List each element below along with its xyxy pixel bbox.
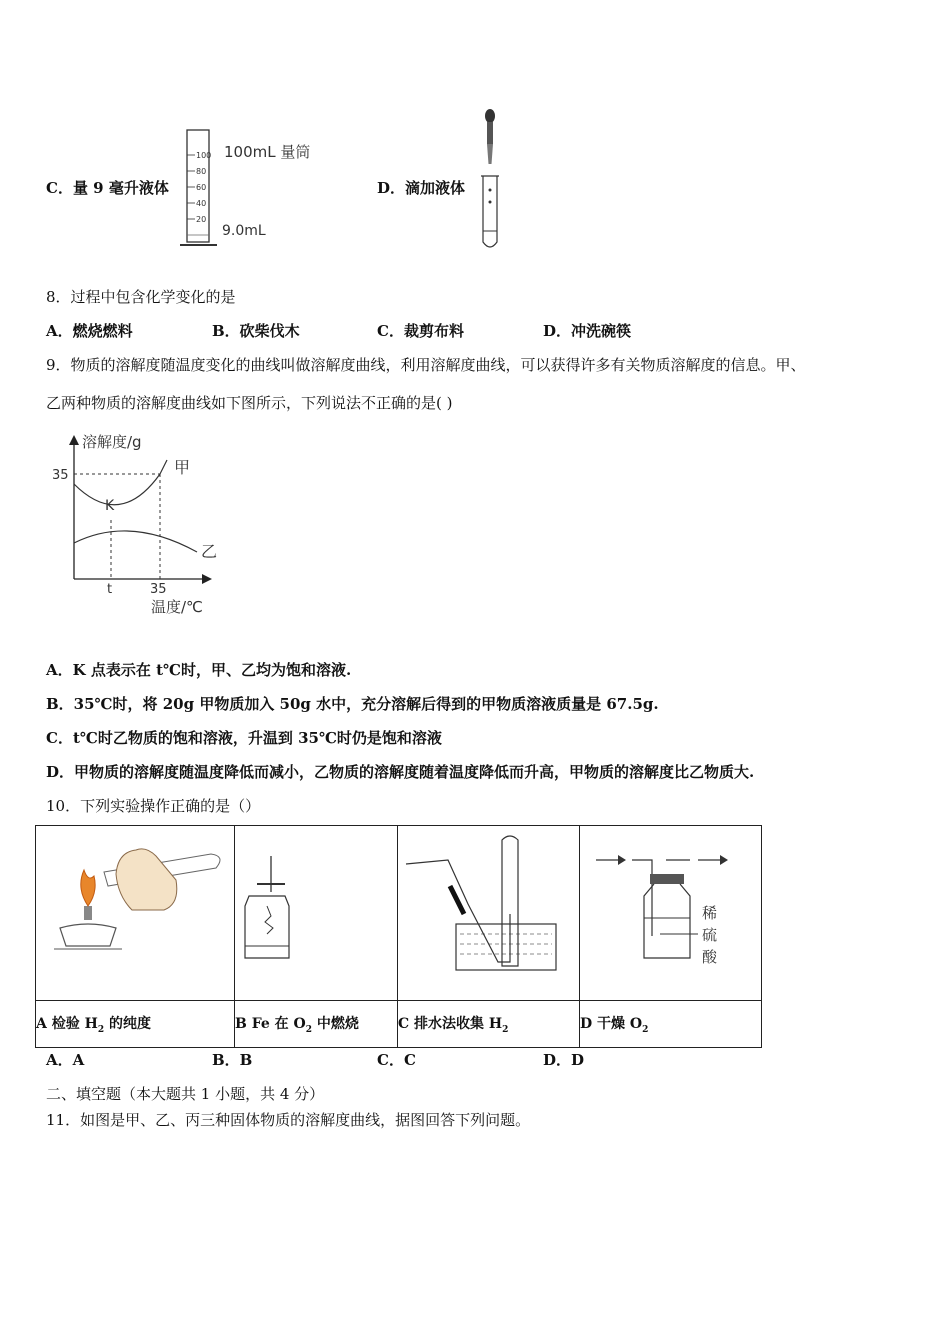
graduated-cylinder-figure <box>175 125 325 250</box>
exp-c-caption: C 排水法收集 $H_2$ <box>398 1001 580 1048</box>
cylinder-tick-100: 100 <box>196 151 212 160</box>
q9-stem-line1: 9．物质的溶解度随温度变化的曲线叫做溶解度曲线，利用溶解度曲线，可以获得许多有关物质溶解度的信息。甲、 <box>46 356 806 374</box>
y-axis-arrow <box>69 435 79 445</box>
x-axis-label: 温度/℃ <box>151 598 203 616</box>
curve-jia <box>74 460 167 505</box>
dropper-test-tube-figure <box>470 106 510 252</box>
curve-jia-label: 甲 <box>174 458 191 477</box>
q9-option-b: B．35℃时，将 20g 甲物质加入 50g 水中，充分溶解后得到的甲物质溶液质量是 67.5g. <box>46 695 659 713</box>
water-displacement-figure <box>398 826 579 996</box>
solubility-curve-chart <box>40 425 230 620</box>
exp-a-image-cell <box>36 826 235 1001</box>
exp-d-image-cell <box>580 826 762 1001</box>
q9-option-a: A．K 点表示在 t℃时，甲、乙均为饱和溶液. <box>46 661 352 679</box>
acid-label-3: 酸 <box>702 948 718 966</box>
q10-option-a: A．A <box>46 1051 85 1069</box>
iron-burning-oxygen-figure <box>235 826 397 996</box>
curve-yi-label: 乙 <box>201 542 218 561</box>
q7-option-d-label: D．滴加液体 <box>377 179 466 197</box>
q10-stem: 10．下列实验操作正确的是（） <box>46 797 261 815</box>
cylinder-tick-60: 60 <box>196 183 207 192</box>
acid-label-1: 稀 <box>702 904 718 922</box>
acid-label-2: 硫 <box>702 926 718 944</box>
q10-option-d: D．D <box>543 1051 585 1069</box>
q8-option-a: A．燃烧燃料 <box>46 322 133 340</box>
x-tick-35: 35 <box>150 582 167 597</box>
curve-yi <box>74 531 197 552</box>
hydrogen-purity-test-figure <box>36 826 234 996</box>
q9-stem-line2: 乙两种物质的溶解度曲线如下图所示，下列说法不正确的是( ) <box>46 394 453 412</box>
q10-option-c: C．C <box>377 1051 416 1069</box>
x-axis-arrow <box>202 574 212 584</box>
cylinder-tick-40: 40 <box>196 199 207 208</box>
q8-option-d: D．冲洗碗筷 <box>543 322 632 340</box>
q8-option-c: C．裁剪布料 <box>377 322 464 340</box>
q8-stem: 8．过程中包含化学变化的是 <box>46 288 236 306</box>
gas-drying-bottle-figure <box>580 826 761 996</box>
y-axis-label: 溶解度/g <box>82 433 142 451</box>
section-2-heading: 二、填空题（本大题共 1 小题，共 4 分） <box>46 1085 325 1103</box>
exp-c-image-cell <box>398 826 580 1001</box>
q8-option-b: B．砍柴伐木 <box>212 322 300 340</box>
cylinder-reading: 9.0mL <box>222 223 266 239</box>
q10-option-b: B．B <box>212 1051 253 1069</box>
q7-option-c-label: C．量 9 毫升液体 <box>46 179 169 197</box>
x-tick-t: t <box>107 582 113 597</box>
point-k-label: K <box>105 498 115 514</box>
q9-option-d: D．甲物质的溶解度随温度降低而减小，乙物质的溶解度随着温度降低而升高，甲物质的溶解度比乙物质大. <box>46 763 755 781</box>
q10-experiment-table <box>35 825 762 1048</box>
y-tick-35: 35 <box>52 468 69 483</box>
exp-b-image-cell <box>235 826 398 1001</box>
q9-option-c: C．t℃时乙物质的饱和溶液，升温到 35℃时仍是饱和溶液 <box>46 729 442 747</box>
q11-stem: 11．如图是甲、乙、丙三种固体物质的溶解度曲线，据图回答下列问题。 <box>46 1111 531 1129</box>
cylinder-tick-80: 80 <box>196 167 207 176</box>
exp-d-caption: D 干燥 $O_2$ <box>580 1001 762 1048</box>
exp-b-caption: B Fe 在 $O_2$ 中燃烧 <box>235 1001 398 1048</box>
cylinder-tick-20: 20 <box>196 215 207 224</box>
exp-a-caption: A 检验 $H_2$ 的纯度 <box>36 1001 235 1048</box>
cylinder-title: 100mL 量筒 <box>224 143 311 161</box>
